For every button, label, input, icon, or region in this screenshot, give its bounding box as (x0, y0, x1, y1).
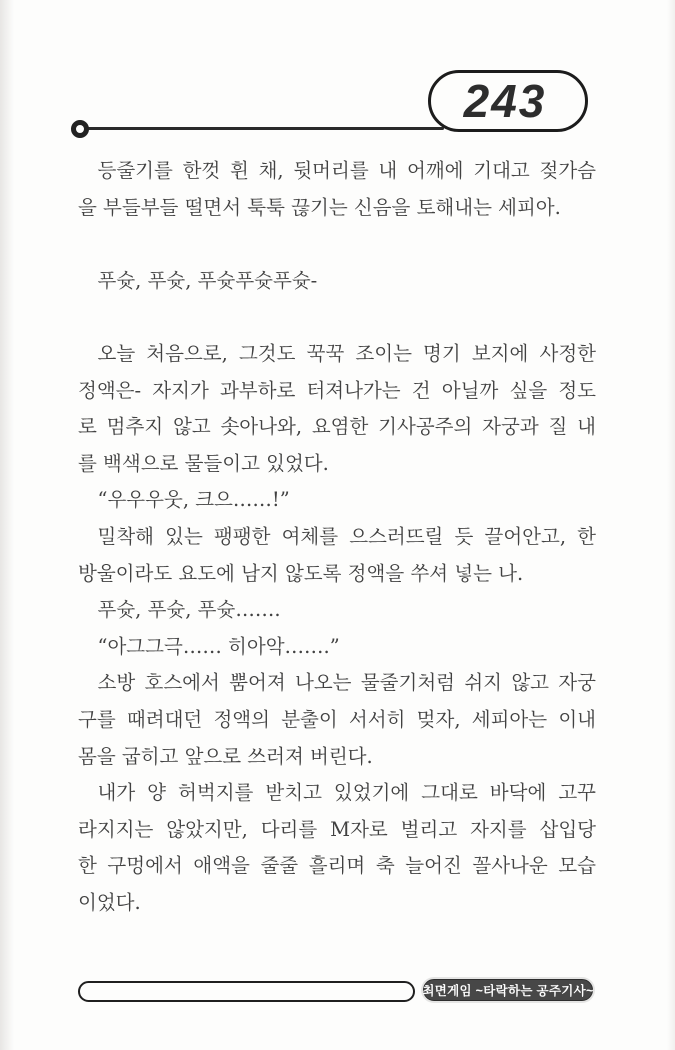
text-line: 내가 양 허벅지를 받치고 있었기에 그대로 바닥에 고꾸 (97, 781, 596, 805)
text-line: 정액은- 자지가 과부하로 터져나가는 건 아닐까 싶을 정도 (78, 378, 596, 402)
text-line: 을 부들부들 떨면서 툭툭 끊기는 신음을 토해내는 세피아. (78, 195, 561, 219)
page-number-badge (428, 70, 588, 132)
text-line: 등줄기를 한껏 휜 채, 뒷머리를 내 어깨에 기대고 젖가슴 (97, 159, 596, 182)
scan-edge-shade-left (0, 0, 14, 1050)
book-title: 최면게임 ~타락하는 공주기사~ (422, 984, 594, 998)
page-number: 243 (463, 75, 547, 127)
text-line: 푸슛, 푸슛, 푸슛푸슛푸슛- (97, 268, 318, 292)
text-line: 방울이라도 요도에 남지 않도록 정액을 쑤셔 넣는 나. (78, 561, 524, 585)
text-line: 한 구멍에서 애액을 줄줄 흘리며 축 늘어진 꼴사나운 모습 (78, 854, 596, 878)
text-line: “아그그극…… 히아악…….” (97, 634, 340, 658)
text-line: 로 멈추지 않고 솟아나와, 요염한 기사공주의 자궁과 질 내 (78, 415, 596, 439)
blank-line (78, 299, 596, 336)
text-line: 밀착해 있는 팽팽한 여체를 으스러뜨릴 듯 끌어안고, 한 (97, 524, 596, 548)
header-ring-ornament (71, 120, 89, 138)
scan-edge-shade-right (667, 0, 675, 1050)
text-line: 소방 호스에서 뿜어져 나오는 물줄기처럼 쉬지 않고 자궁 (97, 671, 596, 695)
blank-line (78, 226, 596, 263)
header-rule-line (82, 127, 444, 130)
text-line: 구를 때려대던 정액의 분출이 서서히 멎자, 세피아는 이내 (78, 707, 596, 731)
body-text-block (78, 153, 596, 921)
text-line: 푸슛, 푸슛, 푸슛……. (97, 598, 281, 622)
text-line: 이었다. (78, 890, 141, 914)
book-title-badge (423, 979, 593, 1001)
text-line: “우우우웃, 크으……!” (97, 488, 290, 512)
text-line: 를 백색으로 물들이고 있었다. (78, 451, 329, 475)
footer-pill-ornament (78, 981, 415, 1002)
text-line: 오늘 처음으로, 그것도 꾹꾹 조이는 명기 보지에 사정한 (97, 341, 596, 365)
text-line: 라지지는 않았지만, 다리를 M자로 벌리고 자지를 삽입당 (78, 817, 596, 841)
text-line: 몸을 굽히고 앞으로 쓰러져 버린다. (78, 744, 373, 768)
